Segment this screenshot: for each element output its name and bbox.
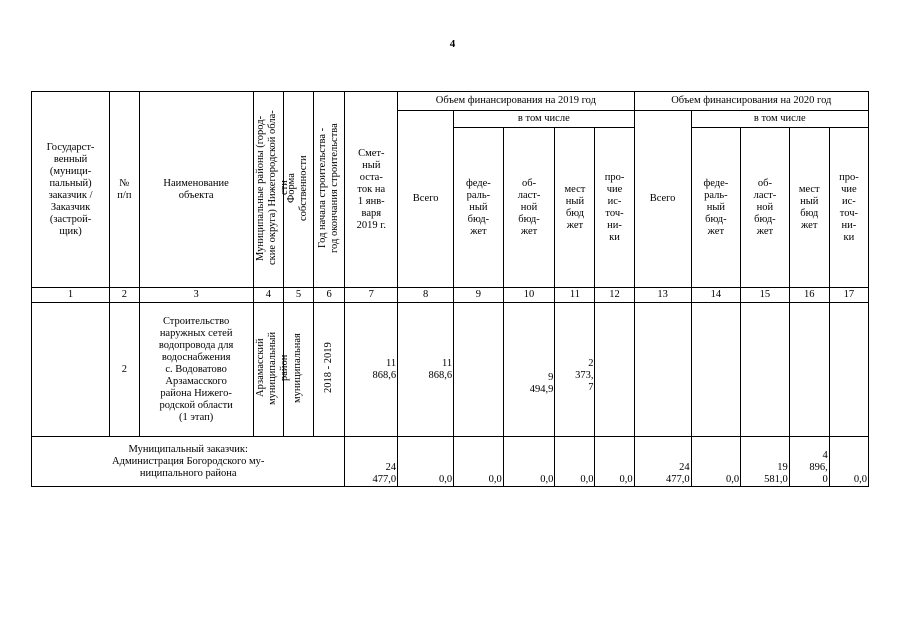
header-district: Муниципальные районы (город- ские округа) Нижегородской обла- сти — [254, 110, 290, 265]
header-ownership-cell — [284, 92, 314, 288]
col-number: 16 — [789, 288, 829, 303]
row-number: 2 — [110, 303, 140, 437]
header-including-2019: в том числе — [454, 111, 634, 128]
summary-total-2019: 0,0 — [398, 437, 454, 487]
summary-regional-2020: 19 581,0 — [741, 437, 790, 487]
col-number: 11 — [555, 288, 595, 303]
row-customer — [32, 303, 110, 437]
col-number: 4 — [253, 288, 284, 303]
header-number: № п/п — [110, 92, 140, 288]
header-total-2019: Всего — [398, 111, 454, 288]
summary-local-2020: 4 896, 0 — [789, 437, 829, 487]
header-district-cell — [253, 92, 290, 288]
col-number: 10 — [503, 288, 555, 303]
header-other-2020: про- чие ис- точ- ни- ки — [829, 128, 868, 288]
col-number: 7 — [345, 288, 398, 303]
row-other-2020 — [829, 303, 868, 437]
header-years-cell — [313, 92, 345, 288]
col-number: 2 — [110, 288, 140, 303]
summary-total-2020: 24 477,0 — [634, 437, 691, 487]
row-other-2019 — [595, 303, 634, 437]
summary-other-2020: 0,0 — [829, 437, 868, 487]
col-number: 9 — [454, 288, 504, 303]
column-number-row — [32, 288, 869, 303]
header-federal-2019: феде- раль- ный бюд- жет — [454, 128, 504, 288]
header-local-2020: мест ный бюд жет — [789, 128, 829, 288]
summary-other-2019: 0,0 — [595, 437, 634, 487]
row-ownership: муниципальная — [292, 332, 304, 403]
row-object-name: Строительство наружных сетей водопровода для водоснабжения с. Водоватово Арзамасского района Нижего- родской области (1 этап) — [139, 303, 253, 437]
col-number: 17 — [829, 288, 868, 303]
summary-federal-2020: 0,0 — [691, 437, 741, 487]
col-number: 1 — [32, 288, 110, 303]
header-customer: Государст- венный (муници- пальный) заказчик / Заказчик (застрой- щик) — [32, 92, 110, 288]
header-total-2020: Всего — [634, 111, 691, 288]
row-total-2019: 11 868,6 — [398, 303, 454, 437]
header-object-name: Наименование объекта — [139, 92, 253, 288]
header-federal-2020: феде- раль- ный бюд- жет — [691, 128, 741, 288]
col-number: 5 — [284, 288, 314, 303]
summary-label: Муниципальный заказчик: Администрация Богородского му- ниципального района — [32, 437, 345, 487]
col-number: 13 — [634, 288, 691, 303]
financing-table — [31, 91, 869, 487]
row-years-cell — [313, 303, 345, 437]
row-years: 2018 - 2019 — [323, 342, 335, 393]
col-number: 8 — [398, 288, 454, 303]
page-number: 4 — [449, 38, 456, 50]
row-local-2020 — [789, 303, 829, 437]
summary-federal-2019: 0,0 — [454, 437, 504, 487]
header-years: Год начала строительства - год окончания строительства — [317, 122, 341, 253]
row-federal-2019 — [454, 303, 504, 437]
header-regional-2020: об- ласт- ной бюд- жет — [741, 128, 790, 288]
header-local-2019: мест ный бюд жет — [555, 128, 595, 288]
row-federal-2020 — [691, 303, 741, 437]
header-regional-2019: об- ласт- ной бюд- жет — [503, 128, 555, 288]
col-number: 6 — [313, 288, 345, 303]
row-regional-2020 — [741, 303, 790, 437]
col-number: 3 — [139, 288, 253, 303]
header-ownership: Форма собственности — [286, 154, 310, 221]
header-including-2020: в том числе — [691, 111, 868, 128]
row-balance: 11 868,6 — [345, 303, 398, 437]
col-number: 14 — [691, 288, 741, 303]
row-local-2019: 2 373, 7 — [555, 303, 595, 437]
row-district: Арзамасский муниципальный район — [254, 330, 290, 405]
header-balance: Смет- ный оста- ток на 1 янв- варя 2019 г. — [345, 92, 398, 288]
table-row — [32, 303, 869, 437]
summary-balance: 24 477,0 — [345, 437, 398, 487]
row-district-cell — [253, 303, 290, 437]
col-number: 12 — [595, 288, 634, 303]
row-regional-2019: 9 494,9 — [503, 303, 555, 437]
row-total-2020 — [634, 303, 691, 437]
col-number: 15 — [741, 288, 790, 303]
summary-row — [32, 437, 869, 487]
header-fin-2020: Объем финансирования на 2020 год — [634, 92, 868, 111]
summary-local-2019: 0,0 — [555, 437, 595, 487]
summary-regional-2019: 0,0 — [503, 437, 555, 487]
header-fin-2019: Объем финансирования на 2019 год — [398, 92, 634, 111]
header-other-2019: про- чие ис- точ- ни- ки — [595, 128, 634, 288]
